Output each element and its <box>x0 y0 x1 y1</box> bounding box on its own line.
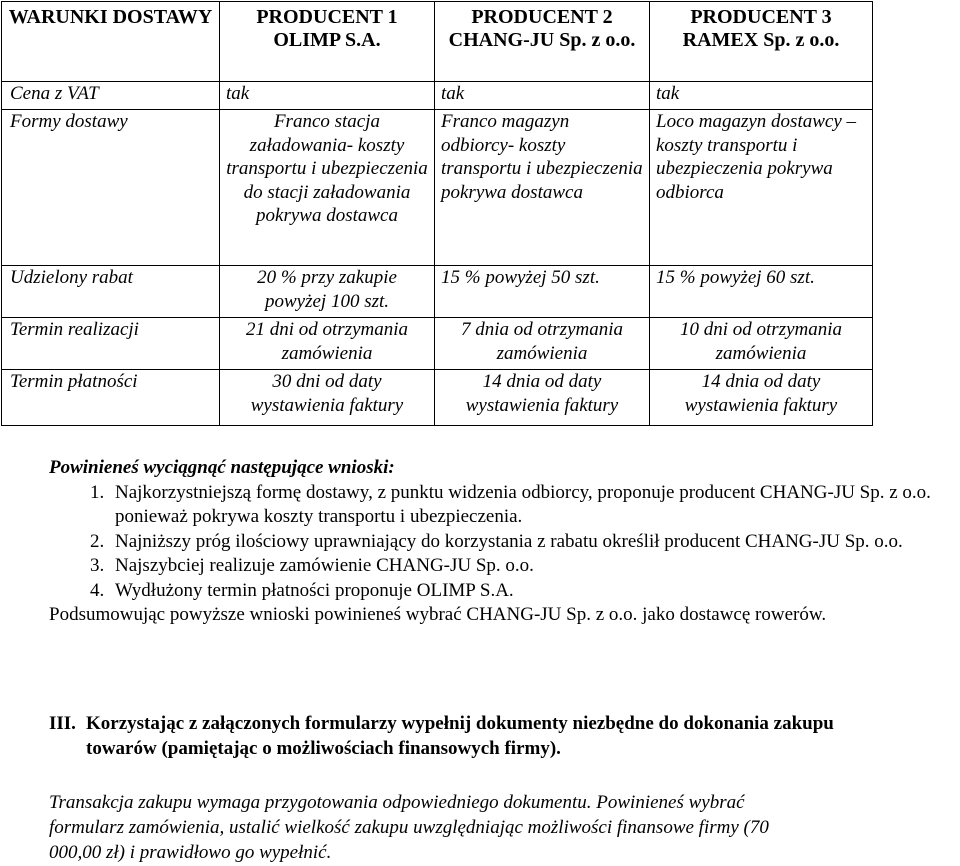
conclusions-section <box>49 456 954 628</box>
list-item <box>49 579 954 604</box>
cell-lead-time-producer-2: 7 dnia od otrzymania zamówienia <box>435 318 650 370</box>
cell-payment-producer-1: 30 dni od daty wystawienia faktury <box>220 370 435 426</box>
cell-forms-producer-2: Franco magazyn odbiorcy- koszty transportu i ubezpieczenia pokrywa dostawca <box>435 110 650 266</box>
item-number: 3. <box>90 555 105 576</box>
list-item <box>49 530 954 555</box>
item-text: Wydłużony termin płatności proponuje OLIMP S.A. <box>115 579 514 601</box>
row-label-delivery-forms: Formy dostawy <box>2 110 220 266</box>
list-item <box>49 554 954 579</box>
cell-discount-producer-3: 15 % powyżej 60 szt. <box>650 266 873 318</box>
header-conditions: WARUNKI DOSTAWY <box>2 2 220 82</box>
cell-payment-producer-3: 14 dnia od daty wystawienia faktury <box>650 370 873 426</box>
item-number: 2. <box>90 530 105 552</box>
task-section <box>49 712 849 761</box>
table-row <box>2 82 873 110</box>
table-header-row <box>2 2 873 82</box>
table-row <box>2 266 873 318</box>
conclusions-title: Powinieneś wyciągnąć następujące wnioski: <box>49 457 395 478</box>
header-producer-1: PRODUCENT 1 OLIMP S.A. <box>220 2 435 82</box>
cell-forms-producer-1: Franco stacja załadowania- koszty transportu i ubezpieczenia do stacji załadowania pokrywa dostawca <box>220 110 435 266</box>
row-label-vat: Cena z VAT <box>2 82 220 110</box>
row-label-payment-term: Termin płatności <box>2 370 220 426</box>
item-number: 1. <box>90 481 105 503</box>
table-row <box>2 318 873 370</box>
cell-vat-producer-2: tak <box>435 82 650 110</box>
delivery-conditions-table <box>1 1 873 426</box>
cell-payment-producer-2: 14 dnia od daty wystawienia faktury <box>435 370 650 426</box>
cell-vat-producer-1: tak <box>220 82 435 110</box>
list-item <box>49 481 954 530</box>
conclusions-list <box>49 481 954 604</box>
table-row <box>2 110 873 266</box>
item-number: 4. <box>90 579 105 601</box>
transaction-note: Transakcja zakupu wymaga przygotowania odpowiedniego dokumentu. Powinieneś wybrać formularz zamówienia, ustalić wielkość zakupu uwzględniając możliwości finansowe firmy (70 000,00 zł) i prawidłowo go wypełnić. <box>49 792 769 863</box>
cell-lead-time-producer-3: 10 dni od otrzymania zamówienia <box>650 318 873 370</box>
row-label-lead-time: Termin realizacji <box>2 318 220 370</box>
cell-lead-time-producer-1: 21 dni od otrzymania zamówienia <box>220 318 435 370</box>
cell-discount-producer-2: 15 % powyżej 50 szt. <box>435 266 650 318</box>
cell-vat-producer-3: tak <box>650 82 873 110</box>
row-label-discount: Udzielony rabat <box>2 266 220 318</box>
conclusions-summary: Podsumowując powyższe wnioski powinieneś wybrać CHANG-JU Sp. z o.o. jako dostawcę rowerów. <box>49 604 827 625</box>
cell-forms-producer-3: Loco magazyn dostawcy – koszty transportu i ubezpieczenia pokrywa odbiorca <box>650 110 873 266</box>
table-row <box>2 370 873 426</box>
header-producer-2: PRODUCENT 2 CHANG-JU Sp. z o.o. <box>435 2 650 82</box>
item-text: Najniższy próg ilościowy uprawniający do korzystania z rabatu określił producent CHANG-JU Sp. o.o. <box>115 530 903 552</box>
header-producer-3: PRODUCENT 3 RAMEX Sp. z o.o. <box>650 2 873 82</box>
item-text: Najszybciej realizuje zamówienie CHANG-JU Sp. o.o. <box>115 555 534 576</box>
cell-discount-producer-1: 20 % przy zakupie powyżej 100 szt. <box>220 266 435 318</box>
task-text: Korzystając z załączonych formularzy wypełnij dokumenty niezbędne do dokonania zakupu towarów (pamiętając o możliwościach finansowych firmy). <box>86 713 834 759</box>
task-number: III. <box>49 713 76 734</box>
item-text: Najkorzystniejszą formę dostawy, z punktu widzenia odbiorcy, proponuje producent CHANG-JU Sp. z o.o. ponieważ pokrywa koszty transportu i ubezpieczenia. <box>115 481 931 527</box>
